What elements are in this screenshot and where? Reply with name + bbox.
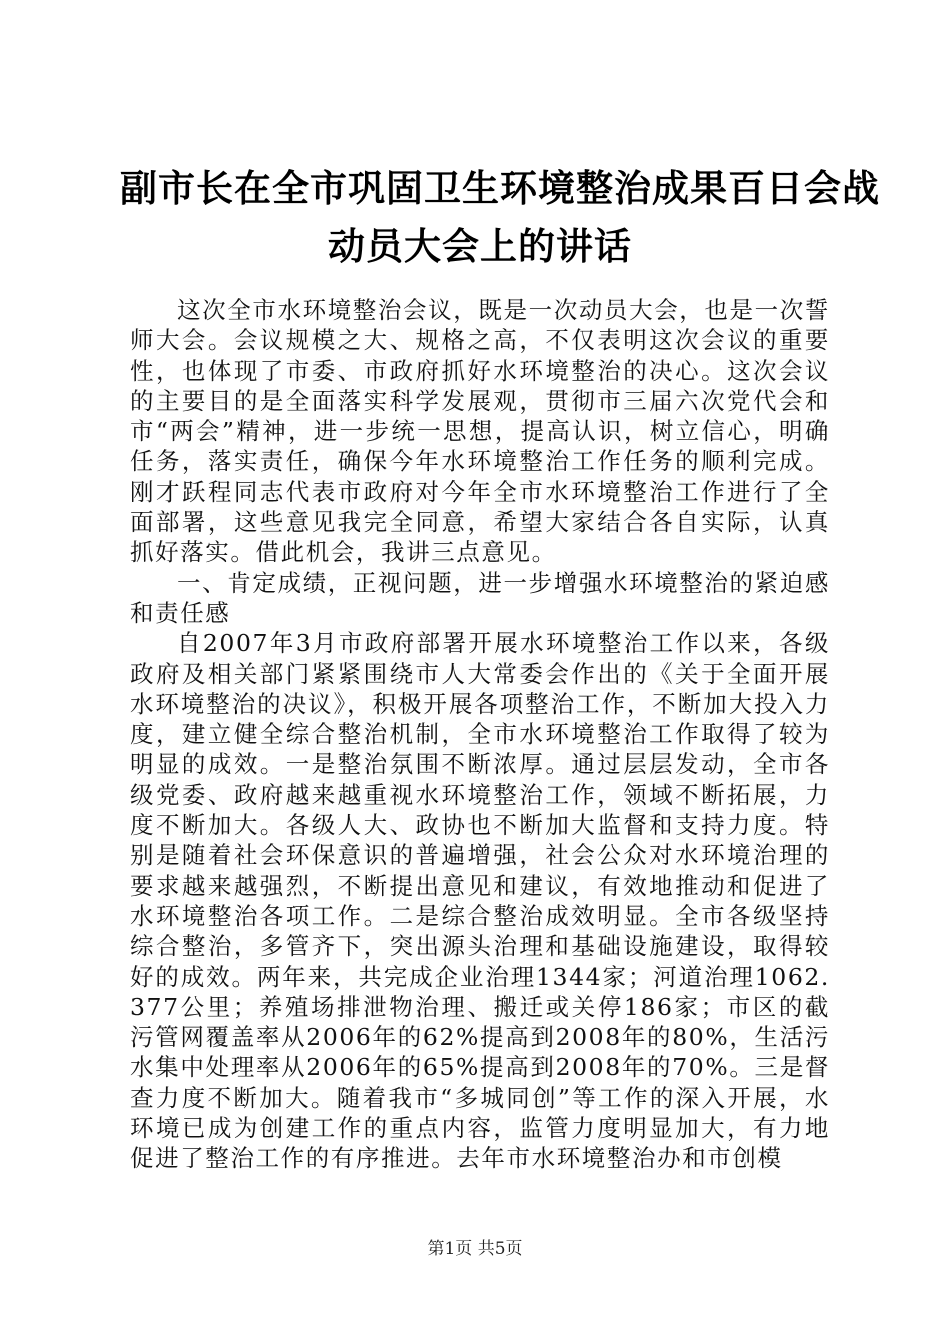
paragraph-intro: 这次全市水环境整治会议，既是一次动员大会，也是一次誓师大会。会议规模之大、规格之高，不仅表明这次会议的重要性，也体现了市委、市政府抓好水环境整治的决心。这次会议的主要目的是全面落实科学发展观，贯彻市三届六次党代会和市“两会”精神，进一步统一思想，提高认识，树立信心，明确任务，落实责任，确保今年水环境整治工作任务的顺利完成。刚才跃程同志代表市政府对今年全市水环境整治工作进行了全面部署，这些意见我完全同意，希望大家结合各自实际，认真抓好落实。借此机会，我讲三点意见。 <box>130 296 830 567</box>
paragraph-achievements: 自2007年3月市政府部署开展水环境整治工作以来，各级政府及相关部门紧紧围绕市人大常委会作出的《关于全面开展水环境整治的决议》，积极开展各项整治工作，不断加大投入力度，建立健全综合整治机制，全市水环境整治工作取得了较为明显的成效。一是整治氛围不断浓厚。通过层层发动，全市各级党委、政府越来越重视水环境整治工作，领域不断拓展，力度不断加大。各级人大、政协也不断加大监督和支持力度。特别是随着社会环保意识的普遍增强，社会公众对水环境治理的要求越来越强烈，不断提出意见和建议，有效地推动和促进了水环境整治各项工作。二是综合整治成效明显。全市各级坚持综合整治，多管齐下，突出源头治理和基础设施建设，取得较好的成效。两年来，共完成企业治理1344家；河道治理1062.377公里；养殖场排泄物治理、搬迁或关停186家；市区的截污管网覆盖率从2006年的62%提高到2008年的80%，生活污水集中处理率从2006年的65%提高到2008年的70%。三是督查力度不断加大。随着我市“多城同创”等工作的深入开展，水环境已成为创建工作的重点内容，监管力度明显加大，有力地促进了整治工作的有序推进。去年市水环境整治办和市创模 <box>130 629 830 1173</box>
document-body <box>130 295 830 1174</box>
document-title <box>120 160 880 276</box>
section-heading-1: 一、肯定成绩，正视问题，进一步增强水环境整治的紧迫感和责任感 <box>130 568 830 627</box>
page-footer: 第1页 共5页 <box>427 1239 523 1259</box>
title-line-2: 动员大会上的讲话 <box>328 225 632 268</box>
title-line-1: 副市长在全市巩固卫生环境整治成果百日会战 <box>120 167 880 210</box>
